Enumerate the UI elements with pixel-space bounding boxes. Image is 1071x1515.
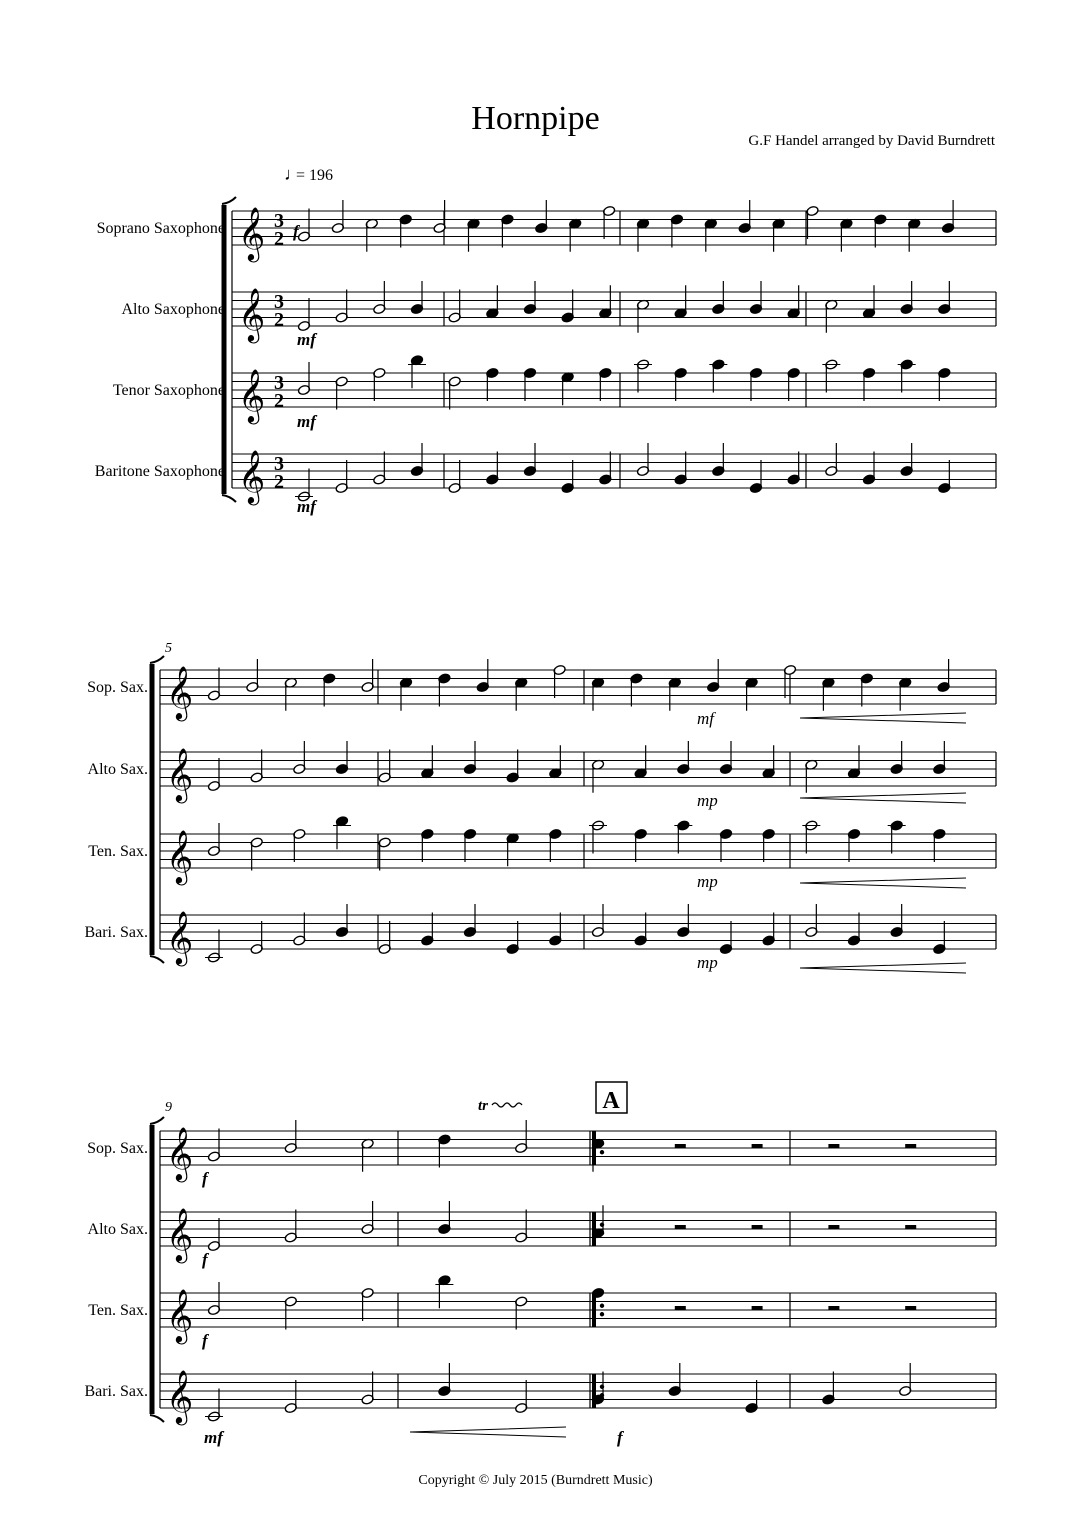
label-alto-sax-s3: Alto Sax. (87, 1221, 148, 1238)
treble-clef-icon: 𝄞 (166, 910, 194, 964)
treble-clef-icon: 𝄞 (238, 449, 266, 503)
time-sig-top: 3 (274, 291, 284, 313)
label-soprano-saxophone: Soprano Saxophone (96, 220, 225, 237)
label-ten-sax-s2: Ten. Sax. (88, 843, 148, 860)
treble-clef-icon: 𝄞 (166, 1207, 194, 1261)
label-bari-sax-s3: Bari. Sax. (84, 1383, 148, 1400)
label-alto-sax-s2: Alto Sax. (87, 761, 148, 778)
dyn-s1-sop: f (293, 222, 299, 241)
cresc-s2-tenor (800, 878, 966, 888)
bracket-top-hook (150, 1117, 164, 1124)
repeat-dot (600, 1304, 604, 1308)
cresc-s2-alto (800, 793, 966, 803)
bracket-top-hook (150, 656, 164, 663)
label-tenor-saxophone: Tenor Saxophone (112, 382, 225, 399)
tempo-text: = 196 (296, 167, 334, 184)
hairpins (410, 713, 966, 1437)
treble-clef-icon: 𝄞 (166, 829, 194, 883)
label-ten-sax-s3: Ten. Sax. (88, 1302, 148, 1319)
time-sig-top: 3 (274, 372, 284, 394)
time-sig-bottom: 2 (274, 228, 284, 250)
half-rest (675, 1225, 686, 1229)
dyn-s2-sop: mf (697, 709, 714, 728)
repeat-dot (600, 1312, 604, 1316)
treble-clef-icon: 𝄞 (238, 368, 266, 422)
bracket-bottom-hook (222, 495, 236, 502)
cresc-s2-bari (800, 963, 966, 973)
dyn-s3-bari-a: f (617, 1428, 623, 1447)
half-rest (675, 1144, 686, 1148)
composer-credit: G.F Handel arranged by David Burndrett (748, 133, 995, 149)
half-rest (905, 1306, 916, 1310)
dyn-s3-alto: f (202, 1250, 208, 1269)
treble-clef-icon: 𝄞 (166, 665, 194, 719)
treble-clef-icon: 𝄞 (166, 747, 194, 801)
dyn-s1-tenor: mf (297, 412, 316, 431)
measure-number-5: 5 (165, 641, 172, 656)
bracket-top-hook (222, 197, 236, 204)
treble-clef-icon: 𝄞 (238, 206, 266, 260)
tempo-note-glyph: ♩ (284, 164, 302, 184)
time-sig-bottom: 2 (274, 309, 284, 331)
treble-clef-icon: 𝄞 (166, 1126, 194, 1180)
page-title: Hornpipe (471, 100, 600, 137)
treble-clef-icon: 𝄞 (238, 287, 266, 341)
trill-wavy-line (492, 1103, 522, 1107)
treble-clef-icon: 𝄞 (166, 1369, 194, 1423)
label-sop-sax-s2: Sop. Sax. (87, 679, 148, 696)
time-sig-bottom: 2 (274, 471, 284, 493)
label-baritone-saxophone: Baritone Saxophone (94, 463, 225, 480)
half-rest (752, 1306, 763, 1310)
dyn-s3-sop: f (202, 1169, 208, 1188)
time-sig-top: 3 (274, 210, 284, 232)
staff-systems (150, 197, 996, 1425)
time-sig-bottom: 2 (274, 390, 284, 412)
dyn-s2-tenor: mp (697, 872, 718, 891)
half-rest (828, 1225, 839, 1229)
dyn-s2-alto: mp (697, 791, 718, 810)
label-sop-sax-s3: Sop. Sax. (87, 1140, 148, 1157)
bracket-bottom-hook (150, 956, 164, 963)
half-rest (905, 1225, 916, 1229)
time-sig-top: 3 (274, 453, 284, 475)
copyright-notice: Copyright © July 2015 (Burndrett Music) (418, 1473, 653, 1488)
dyn-s3-bari: mf (204, 1428, 223, 1447)
label-bari-sax-s2: Bari. Sax. (84, 924, 148, 941)
bracket-bottom-hook (150, 1415, 164, 1422)
cresc-s2-sop (800, 713, 966, 723)
half-rest (828, 1306, 839, 1310)
treble-clef-icon: 𝄞 (166, 1288, 194, 1342)
half-rest (752, 1225, 763, 1229)
cresc-s3-bari (410, 1427, 566, 1437)
rehearsal-mark-a: A (602, 1088, 620, 1114)
dyn-s2-bari: mp (697, 953, 718, 972)
half-rest (752, 1144, 763, 1148)
half-rest (828, 1144, 839, 1148)
half-rest (905, 1144, 916, 1148)
half-rest (675, 1306, 686, 1310)
measure-number-9: 9 (165, 1100, 172, 1115)
trill-mark: tr (478, 1098, 489, 1114)
dyn-s3-tenor: f (202, 1331, 208, 1350)
dyn-s1-alto: mf (297, 330, 316, 349)
repeat-dot (600, 1150, 604, 1154)
label-alto-saxophone: Alto Saxophone (121, 301, 225, 318)
dyn-s1-bari: mf (297, 497, 316, 516)
